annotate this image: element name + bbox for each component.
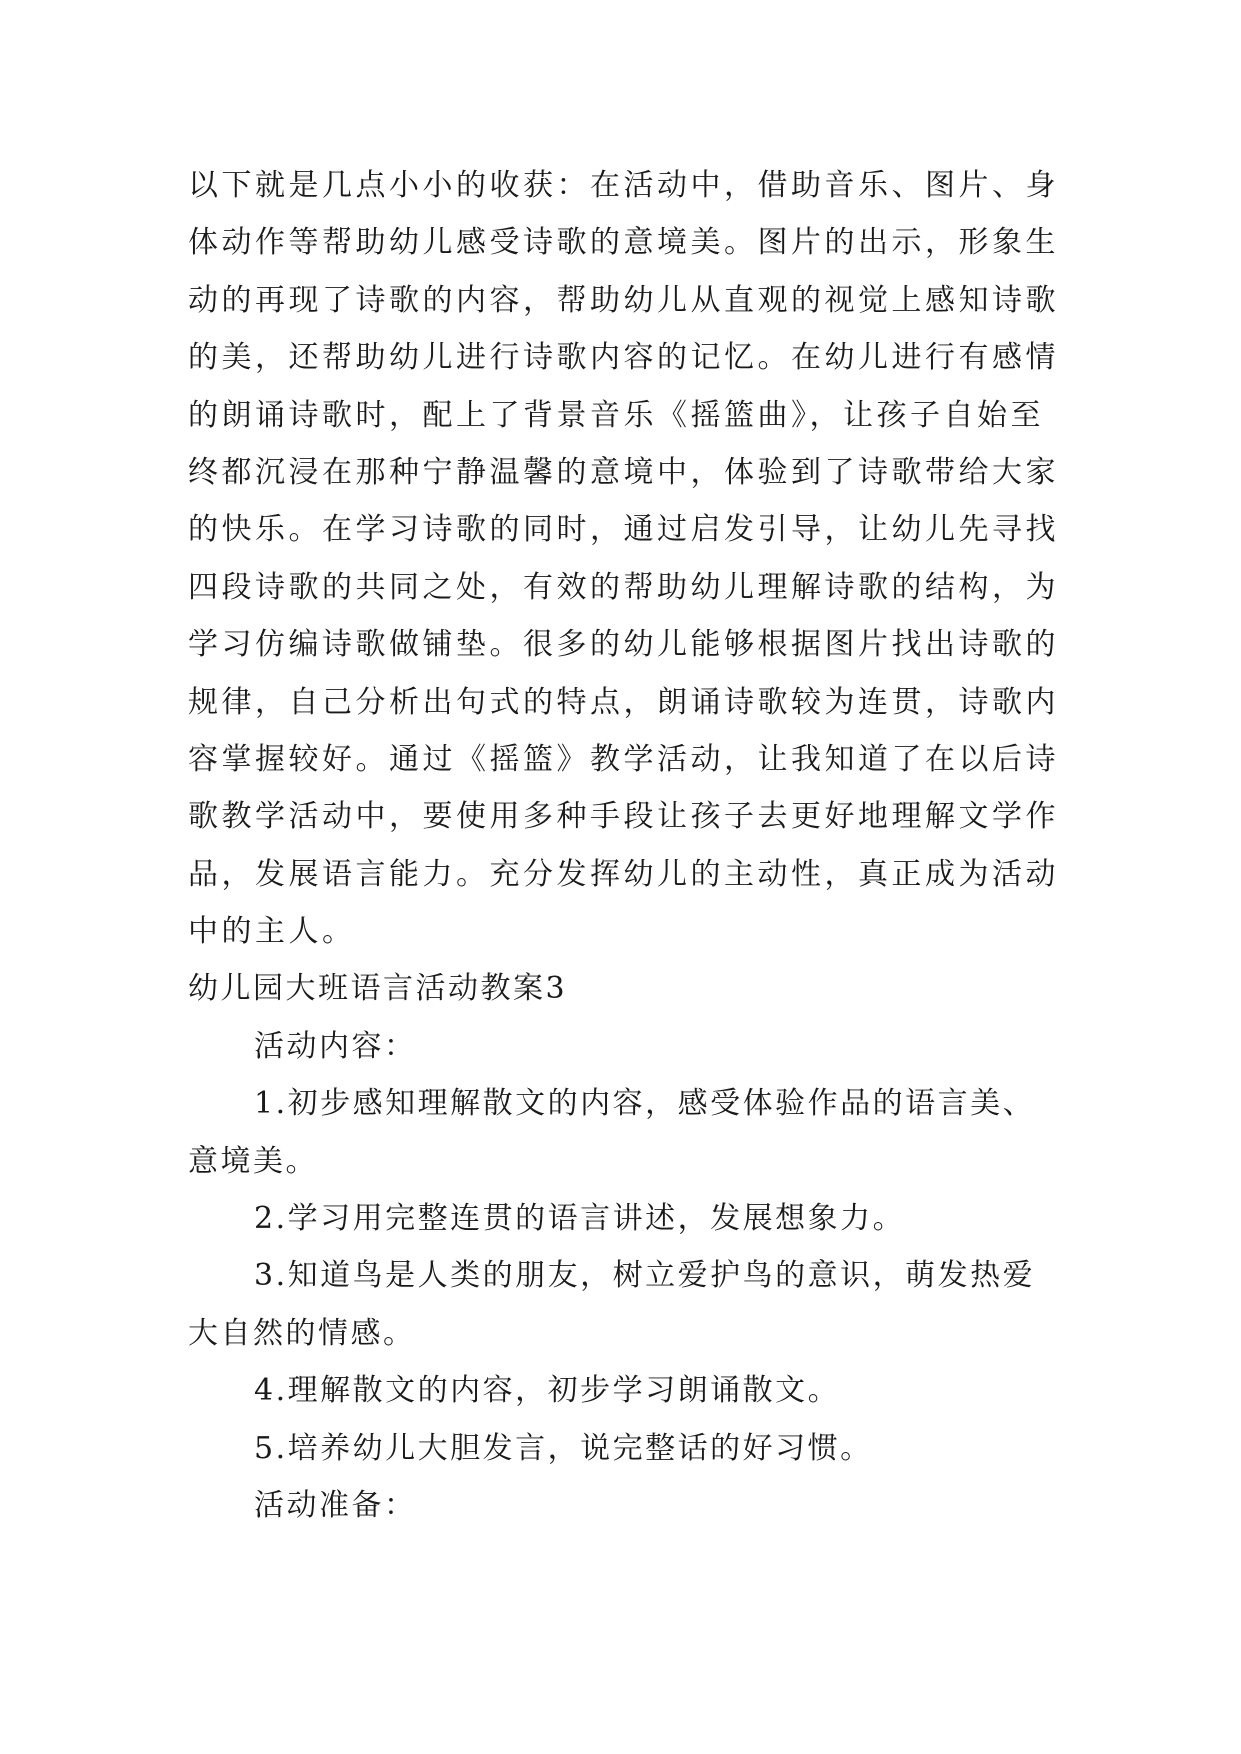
paragraph-line: 的美，还帮助幼儿进行诗歌内容的记忆。在幼儿进行有感情 <box>188 340 1059 375</box>
list-item-continuation: 大自然的情感。 <box>188 1316 416 1351</box>
paragraph-line: 的快乐。在学习诗歌的同时，通过启发引导，让幼儿先寻找 <box>188 512 1059 547</box>
content-heading: 活动内容： <box>254 1029 417 1064</box>
list-item: 5.培养幼儿大胆发言，说完整话的好习惯。 <box>254 1431 873 1466</box>
list-item-continuation: 意境美。 <box>188 1144 318 1179</box>
section-title: 幼儿园大班语言活动教案3 <box>188 971 568 1006</box>
paragraph-line: 终都沉浸在那种宁静温馨的意境中，体验到了诗歌带给大家 <box>188 455 1059 490</box>
paragraph-line: 学习仿编诗歌做铺垫。很多的幼儿能够根据图片找出诗歌的 <box>188 627 1059 662</box>
paragraph-line: 歌教学活动中，要使用多种手段让孩子去更好地理解文学作 <box>188 799 1059 834</box>
list-item: 3.知道鸟是人类的朋友，树立爱护鸟的意识，萌发热爱 <box>254 1258 1036 1293</box>
paragraph-line: 以下就是几点小小的收获：在活动中，借助音乐、图片、身 <box>188 168 1059 203</box>
paragraph-line: 容掌握较好。通过《摇篮》教学活动，让我知道了在以后诗 <box>188 742 1059 777</box>
list-item: 2.学习用完整连贯的语言讲述，发展想象力。 <box>254 1201 906 1236</box>
paragraph-line: 体动作等帮助幼儿感受诗歌的意境美。图片的出示，形象生 <box>188 225 1059 260</box>
paragraph-line: 的朗诵诗歌时，配上了背景音乐《摇篮曲》，让孩子自始至 <box>188 398 1044 433</box>
prep-heading: 活动准备： <box>254 1488 417 1523</box>
paragraph-line: 四段诗歌的共同之处，有效的帮助幼儿理解诗歌的结构，为 <box>188 570 1059 605</box>
paragraph-line: 品，发展语言能力。充分发挥幼儿的主动性，真正成为活动 <box>188 857 1059 892</box>
paragraph-line: 中的主人。 <box>188 914 356 949</box>
paragraph-line: 动的再现了诗歌的内容，帮助幼儿从直观的视觉上感知诗歌 <box>188 283 1059 318</box>
list-item: 4.理解散文的内容，初步学习朗诵散文。 <box>254 1373 841 1408</box>
paragraph-line: 规律，自己分析出句式的特点，朗诵诗歌较为连贯，诗歌内 <box>188 685 1059 720</box>
list-item: 1.初步感知理解散文的内容，感受体验作品的语言美、 <box>254 1086 1036 1121</box>
